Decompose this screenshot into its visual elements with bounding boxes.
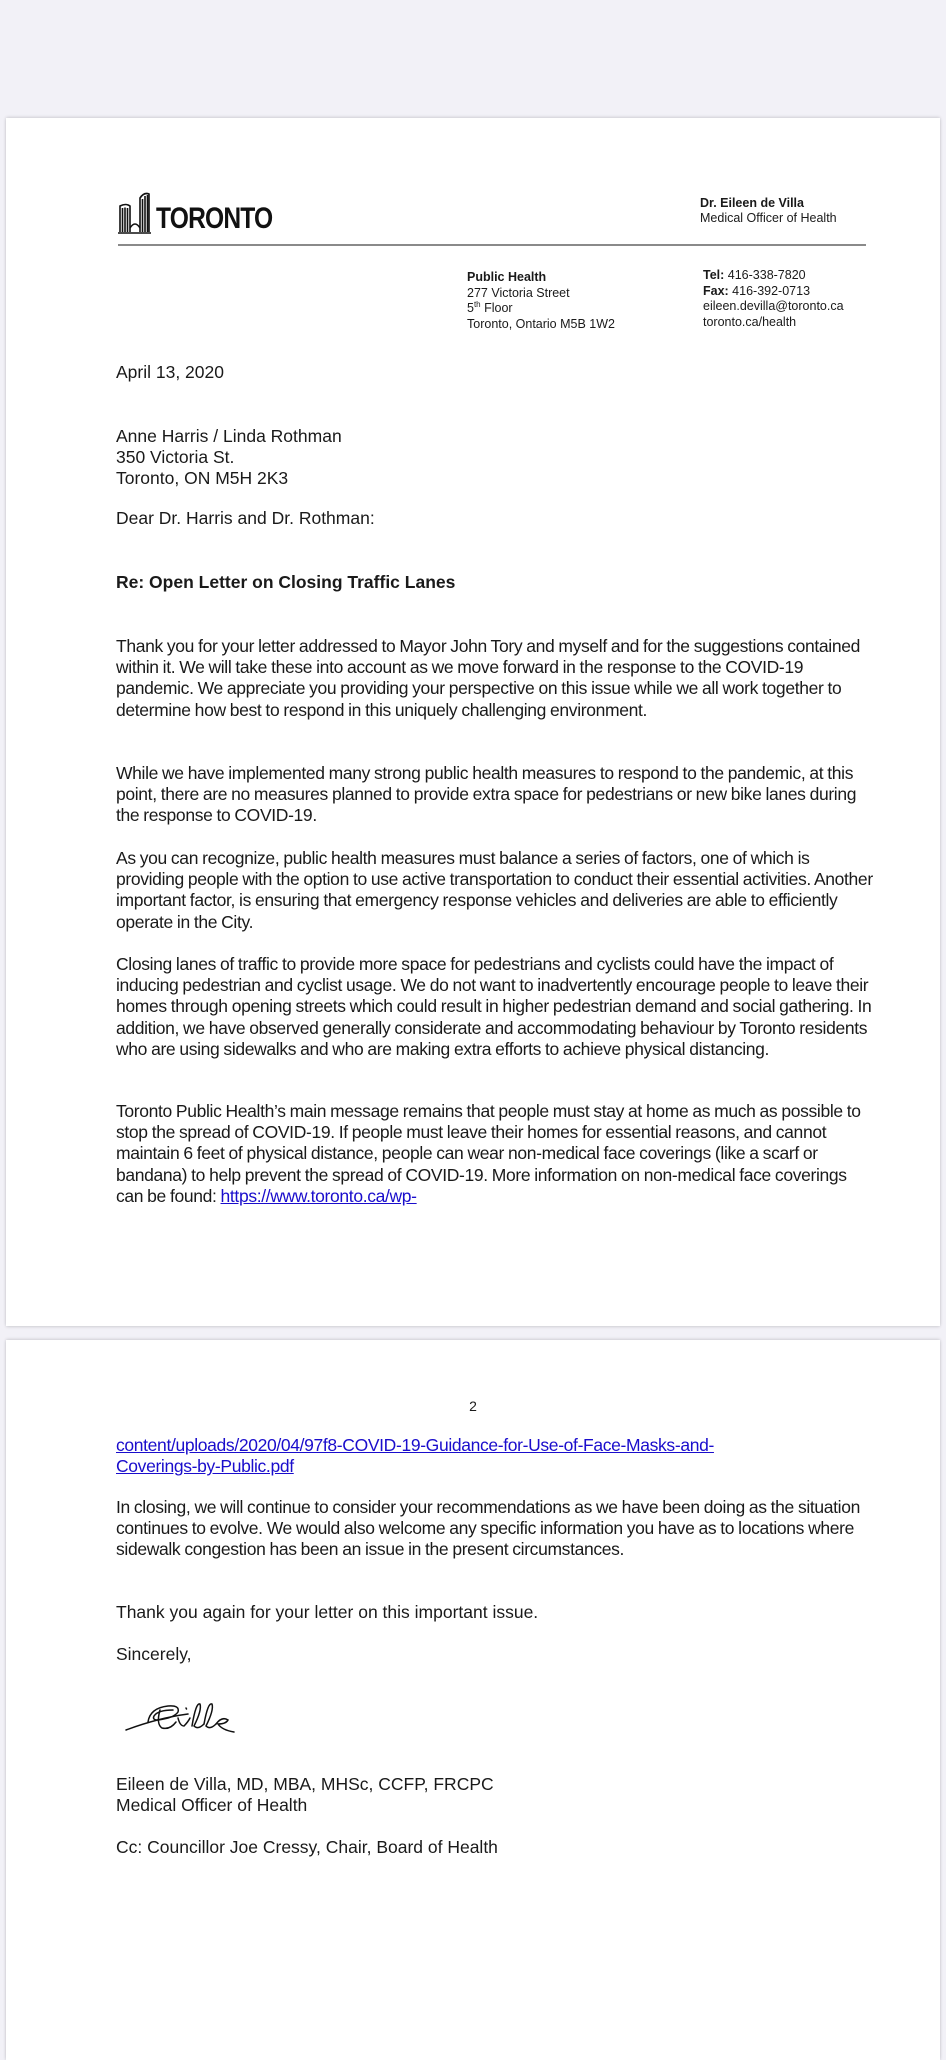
- subject-line: Re: Open Letter on Closing Traffic Lanes: [116, 572, 456, 592]
- website: toronto.ca/health: [703, 314, 797, 329]
- recipient-city: Toronto, ON M5H 2K3: [116, 468, 289, 488]
- paragraph-5: Toronto Public Health’s main message remains that people must stay at home as much as possible to stop the spread of COVID-19. If people must leave their homes for essential reasons, and cannot maintain 6 feet of physical distance, people can wear non-medical face coverings (like a scarf or bandana) to help prevent the spread of COVID-19. More information on non-medical face coverings can be found: https://www.toronto.ca/wp-: [116, 1101, 861, 1206]
- recipient-address: [116, 426, 876, 489]
- page-number: 2: [469, 1398, 477, 1414]
- document-page-2: [6, 1340, 940, 2060]
- paragraph-3: As you can recognize, public health measures must balance a series of factors, one of which is providing people with the option to use active transportation to conduct their essential activities. Another important factor, is ensuring that emergency response vehicles and deliveries are able to efficiently operate in the City.: [116, 848, 873, 932]
- address-floor: 5th Floor: [467, 299, 513, 315]
- paragraph-2: While we have implemented many strong public health measures to respond to the pandemic, at this point, there are no measures planned to provide extra space for pedestrians or new bike lanes during the response to COVID-19.: [116, 763, 857, 826]
- address-city: Toronto, Ontario M5B 1W2: [467, 316, 615, 331]
- closing-paragraph: In closing, we will continue to consider your recommendations as we have been doing as the situation continues to evolve. We would also welcome any specific information you have as to locations where sidewalk congestion has been an issue in the present circumstances.: [116, 1497, 860, 1560]
- officer-block: [700, 196, 837, 226]
- recipient-names: Anne Harris / Linda Rothman: [116, 426, 342, 446]
- signer-block: [116, 1774, 876, 1816]
- paragraph-1: Thank you for your letter addressed to Mayor John Tory and myself and for the suggestions contained within it. We will take these into account as we move forward in the response to the COVID-19 pandemic. We appreciate you providing your perspective on this issue while we all work together to determine how best to respond in this uniquely challenging environment.: [116, 636, 860, 720]
- department-address: [467, 270, 615, 332]
- cc-line: Cc: Councillor Joe Cressy, Chair, Board of Health: [116, 1837, 498, 1857]
- thanks-line: Thank you again for your letter on this important issue.: [116, 1602, 539, 1622]
- signature-image: [118, 1692, 268, 1747]
- officer-name: Dr. Eileen de Villa: [700, 196, 804, 210]
- department-name: Public Health: [467, 270, 547, 284]
- sign-off: Sincerely,: [116, 1644, 192, 1664]
- letterhead-divider: [118, 244, 866, 246]
- logo-wordmark: TORONTO: [156, 202, 273, 235]
- face-coverings-link-continued[interactable]: content/uploads/2020/04/97f8-COVID-19-Guidance-for-Use-of-Face-Masks-and- Coverings-by-Public.pdf: [116, 1435, 714, 1477]
- paragraph-4: Closing lanes of traffic to provide more space for pedestrians and cyclists could have the impact of inducing pedestrian and cyclist usage. We do not want to inadvertently encourage people to leave their homes through opening streets which could result in higher pedestrian demand and social gathering. In addition, we have observed generally considerate and accommodating behaviour by Toronto residents who are using sidewalks and who are making extra efforts to achieve physical distancing.: [116, 954, 872, 1059]
- toronto-logo: [118, 190, 298, 234]
- email: eileen.devilla@toronto.ca: [703, 299, 844, 313]
- salutation: Dear Dr. Harris and Dr. Rothman:: [116, 508, 375, 528]
- address-street: 277 Victoria Street: [467, 285, 570, 300]
- signer-name: Eileen de Villa, MD, MBA, MHSc, CCFP, FRCPC: [116, 1774, 494, 1794]
- face-coverings-link[interactable]: https://www.toronto.ca/wp-: [220, 1185, 417, 1206]
- fax: Fax: 416-392-0713: [703, 283, 811, 298]
- telephone: Tel: 416-338-7820: [703, 268, 806, 282]
- officer-title: Medical Officer of Health: [700, 211, 837, 225]
- recipient-street: 350 Victoria St.: [116, 447, 235, 467]
- letter-date: April 13, 2020: [116, 362, 224, 382]
- contact-block: [703, 268, 844, 330]
- document-page-1: [6, 118, 940, 1326]
- signer-title: Medical Officer of Health: [116, 1795, 308, 1815]
- city-hall-icon: [118, 190, 152, 234]
